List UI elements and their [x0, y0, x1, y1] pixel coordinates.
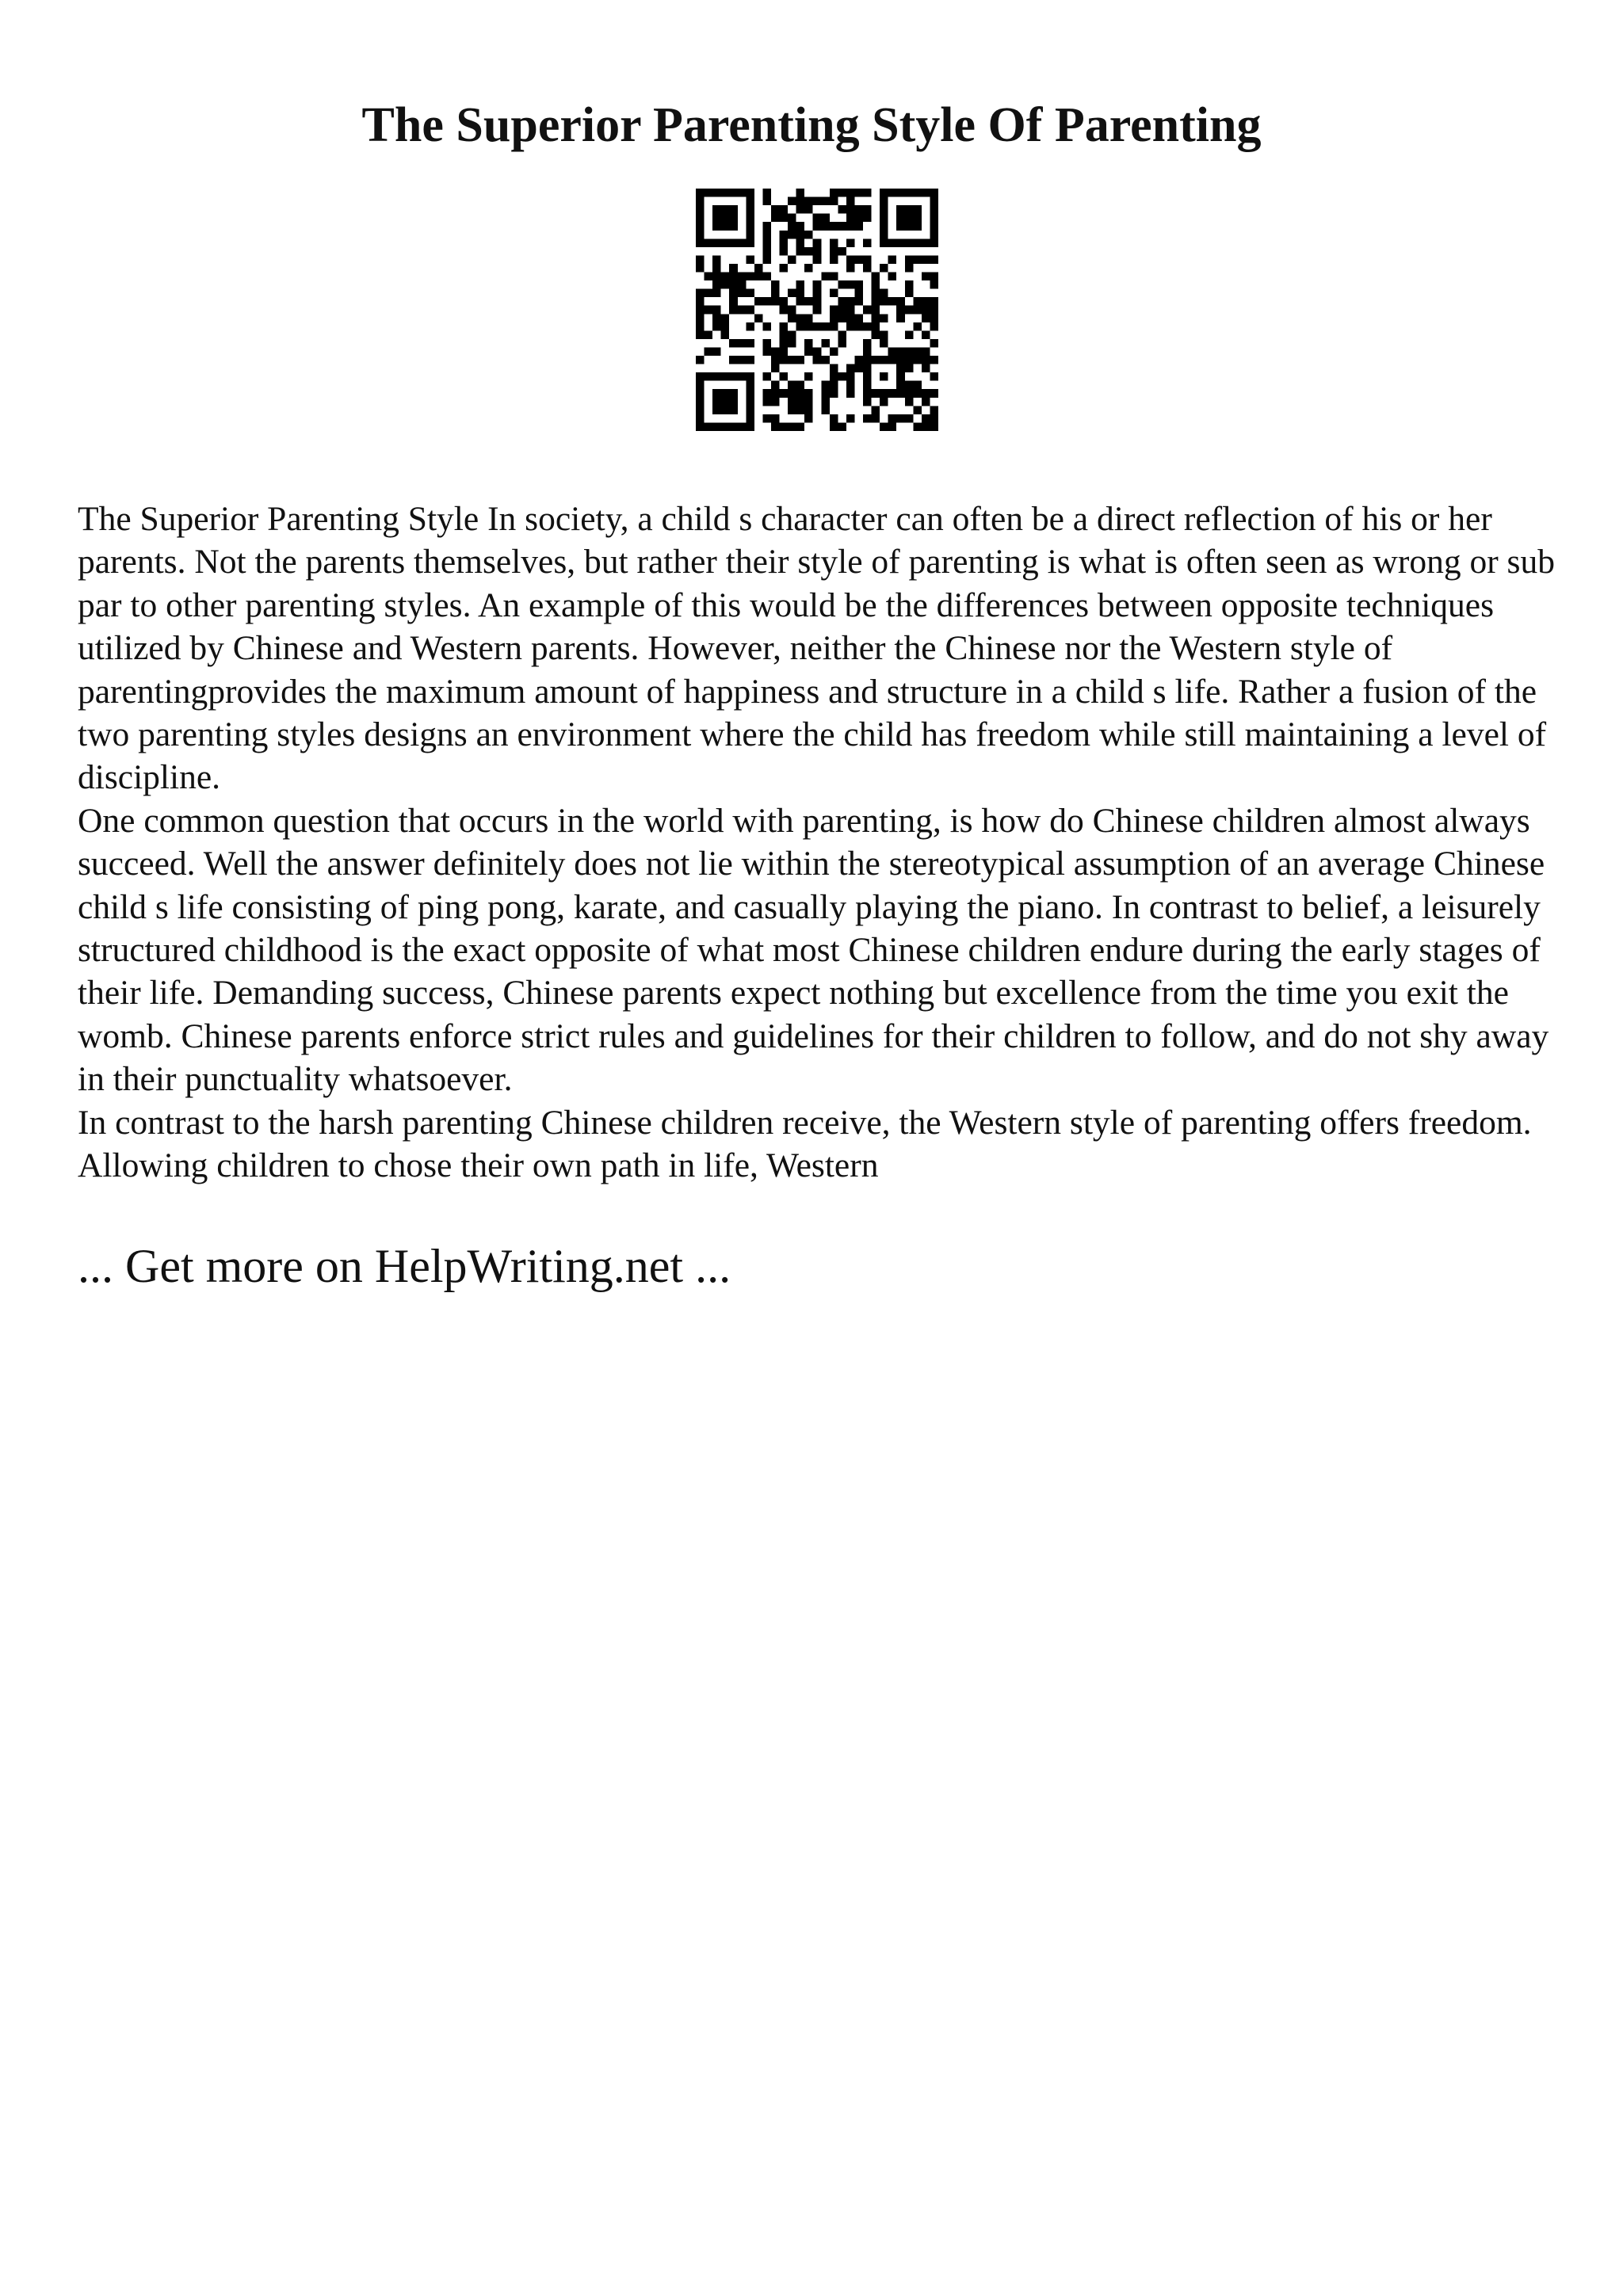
document-body: [78, 498, 1568, 1188]
document-title: The Superior Parenting Style Of Parenting: [361, 98, 1262, 152]
paragraph-2: One common question that occurs in the world with parenting, is how do Chinese children almost always succeed. Well the answer definitely does not lie within the stereotypical assumption of an average Chinese child s life consisting of ping pong, karate, and casually playing the piano. In contrast to belief, a leisurely structured childhood is the exact opposite of what most Chinese children endure during the early stages of their life. Demanding success, Chinese parents expect nothing but excellence from the time you exit the womb. Chinese parents enforce strict rules and guidelines for their children to follow, and do not shy away in their punctuality whatsoever.: [78, 801, 1549, 1099]
qr-code-icon: [696, 189, 938, 431]
get-more-link[interactable]: ... Get more on HelpWriting.net ...: [78, 1240, 731, 1292]
paragraph-1: The Superior Parenting Style In society, a child s character can often be a direct reflection of his or her parents. Not the parents themselves, but rather their style of parenting is what is often seen as wrong or sub par to other parenting styles. An example of this would be the differences between opposite techniques utilized by Chinese and Western parents. However, neither the Chinese nor the Western style of parentingprovides the maximum amount of happiness and structure in a child s life. Rather a fusion of the two parenting styles designs an environment where the child has freedom while still maintaining a level of discipline.: [78, 500, 1555, 797]
paragraph-3: In contrast to the harsh parenting Chinese children receive, the Western style of parenting offers freedom. Allowing children to chose their own path in life, Western: [78, 1103, 1532, 1185]
